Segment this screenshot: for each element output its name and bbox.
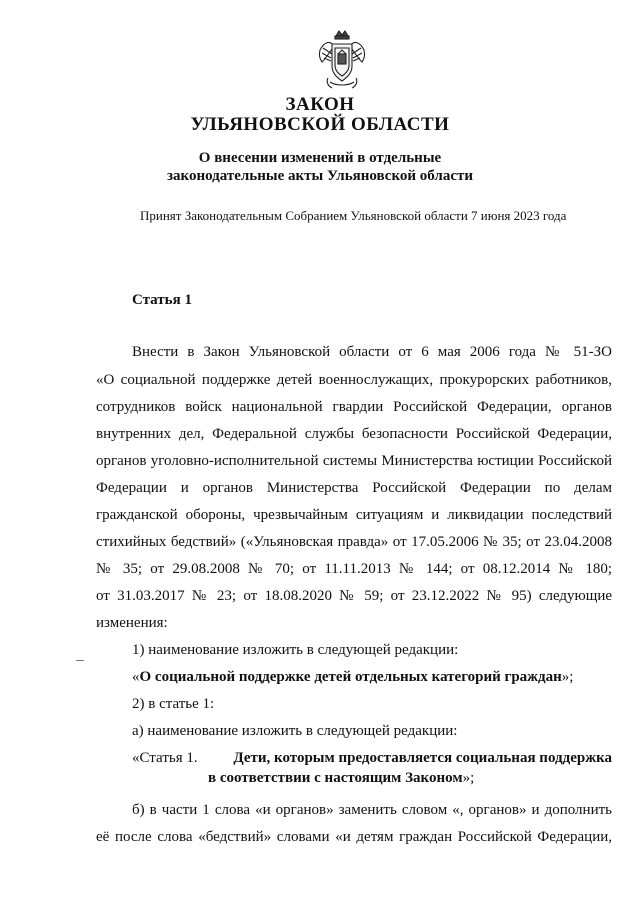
quote-close: »; <box>462 770 475 786</box>
law-subtitle-line1: О внесении изменений в отдельные <box>198 150 442 166</box>
item-2a: а) наименование изложить в следующей редакции: <box>132 723 458 739</box>
quote-open: « <box>132 669 140 685</box>
article-heading: Статья 1 <box>132 292 192 308</box>
law-subtitle-line2: законодательные акты Ульяновской области <box>166 168 474 184</box>
paragraph-line: гражданской обороны, чрезвычайным ситуациям и ликвидации последствий <box>96 507 612 523</box>
paragraph-line: № 35; от 29.08.2008 № 70; от 11.11.2013 № 144; от 08.12.2014 № 180; <box>96 561 612 577</box>
quote-close: »; <box>561 669 574 685</box>
item-2a-quote-prefix: «Статья 1. <box>132 750 198 766</box>
coat-of-arms-icon <box>316 28 368 92</box>
paragraph-line: стихийных бедствий» («Ульяновская правда» от 17.05.2006 № 35; от 23.04.2008 <box>96 534 612 550</box>
paragraph-line: Федерации и органов Министерства Российской Федерации по делам <box>96 480 612 496</box>
item-2a-quote-line2 <box>208 770 474 787</box>
paragraph-line: Внести в Закон Ульяновской области от 6 мая 2006 года № 51-ЗО <box>132 344 612 360</box>
margin-mark <box>76 660 84 661</box>
paragraph-line: от 31.03.2017 № 23; от 18.08.2020 № 59; от 23.12.2022 № 95) следующие <box>96 588 612 604</box>
paragraph-line: сотрудников войск национальной гвардии Российской Федерации, органов <box>96 399 612 415</box>
item-2a-quote-text1: Дети, которым предоставляется социальная поддержка <box>233 750 612 766</box>
paragraph-line: органов уголовно-исполнительной системы Министерства юстиции Российской <box>96 453 612 469</box>
paragraph-line: изменения: <box>96 615 168 631</box>
item-2b-line1: б) в части 1 слова «и органов» заменить словом «, органов» и дополнить <box>132 802 612 818</box>
paragraph-line: «О социальной поддержке детей военнослужащих, прокурорских работников, <box>96 372 612 388</box>
item-1-quote <box>132 669 573 686</box>
adoption-note: Принят Законодательным Собранием Ульяновской области 7 июня 2023 года <box>140 208 567 223</box>
law-title-line1: ЗАКОН <box>285 94 355 115</box>
item-1-quote-text: О социальной поддержке детей отдельных категорий граждан <box>139 669 562 685</box>
item-2a-quote-text2: в соответствии с настоящим Законом <box>208 770 463 786</box>
item-2a-quote-line1 <box>132 750 612 767</box>
item-1: 1) наименование изложить в следующей редакции: <box>132 642 459 658</box>
item-2: 2) в статье 1: <box>132 696 215 712</box>
item-2b-line2: её после слова «бедствий» словами «и детям граждан Российской Федерации, <box>96 829 612 845</box>
law-title-line2: УЛЬЯНОВСКОЙ ОБЛАСТИ <box>190 114 450 135</box>
paragraph-line: внутренних дел, Федеральной службы безопасности Российской Федерации, <box>96 426 612 442</box>
